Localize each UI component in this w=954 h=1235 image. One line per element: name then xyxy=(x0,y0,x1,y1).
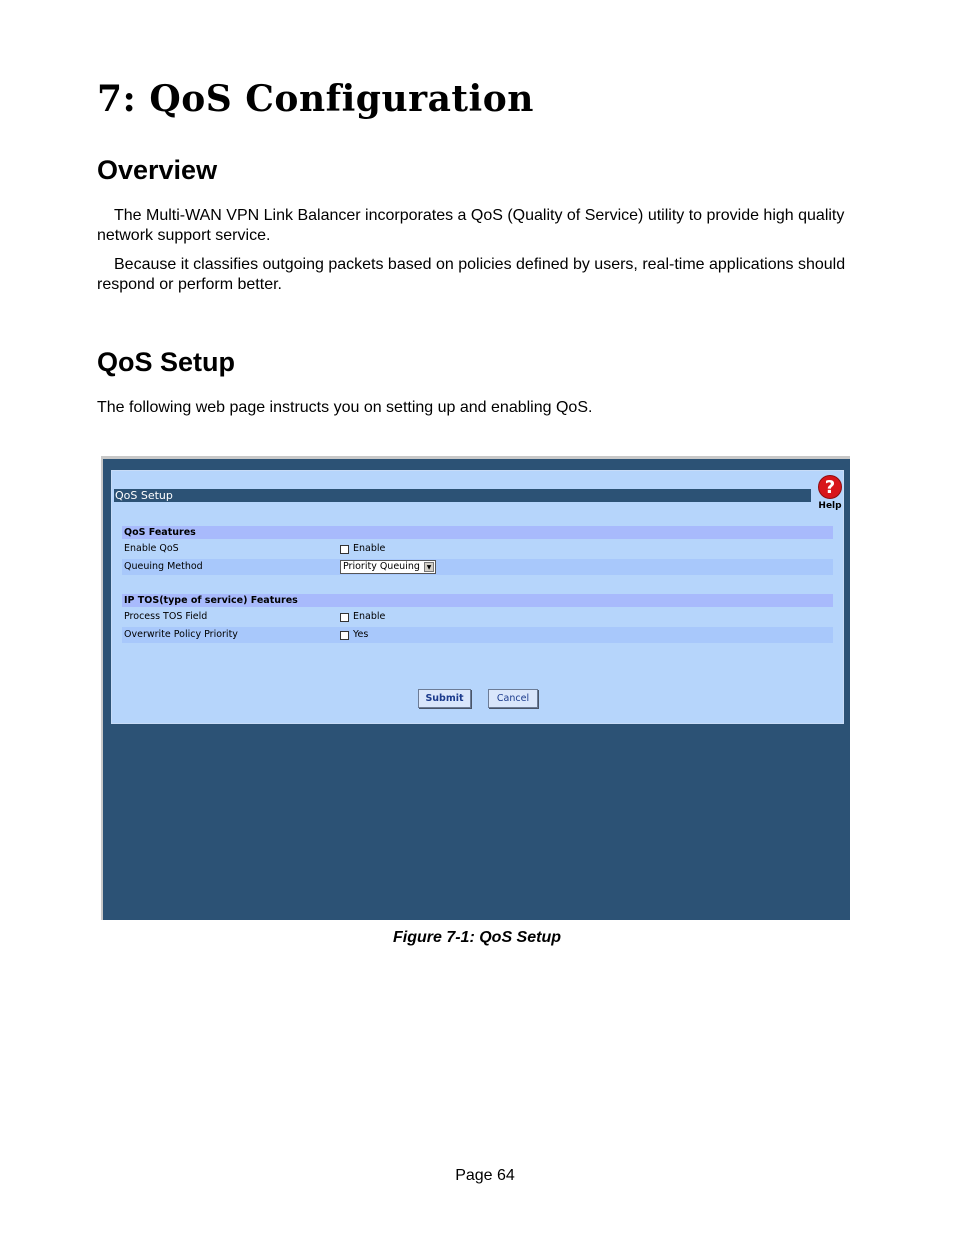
row-enable-qos xyxy=(122,541,833,557)
panel-title: QoS Setup xyxy=(114,489,811,502)
page-number: Page 64 xyxy=(455,1167,515,1184)
queuing-method-label: Queuing Method xyxy=(124,561,203,572)
help-button[interactable] xyxy=(815,475,845,515)
qos-setup-heading: QoS Setup xyxy=(97,347,236,377)
enable-qos-checkbox[interactable] xyxy=(340,545,349,554)
qos-setup-screenshot xyxy=(101,456,850,920)
qos-setup-panel xyxy=(111,470,844,724)
overview-heading: Overview xyxy=(97,155,218,185)
section-ip-tos-features: IP TOS(type of service) Features xyxy=(122,594,833,607)
overview-paragraph-1: The Multi-WAN VPN Link Balancer incorporates a QoS (Quality of Service) utility to provide high quality network support service. xyxy=(97,207,845,244)
row-overwrite-policy-priority xyxy=(122,627,833,643)
section-qos-features: QoS Features xyxy=(122,526,833,539)
enable-qos-label: Enable QoS xyxy=(124,543,179,554)
row-process-tos-field xyxy=(122,609,833,625)
help-label: Help xyxy=(818,501,842,511)
row-queuing-method xyxy=(122,559,833,575)
page-title: 7: QoS Configuration xyxy=(97,78,534,120)
overwrite-policy-priority-label: Overwrite Policy Priority xyxy=(124,629,238,640)
chevron-down-icon[interactable]: ▼ xyxy=(424,562,434,572)
process-tos-field-checkbox-label: Enable xyxy=(353,611,386,622)
queuing-method-value: Priority Queuing xyxy=(343,561,420,572)
process-tos-field-label: Process TOS Field xyxy=(124,611,208,622)
help-icon: ? xyxy=(818,475,842,499)
overwrite-policy-priority-checkbox-label: Yes xyxy=(353,629,369,640)
overwrite-policy-priority-checkbox[interactable] xyxy=(340,631,349,640)
overview-paragraph-2: Because it classifies outgoing packets based on policies defined by users, real-time applications should respond or perform better. xyxy=(97,256,846,293)
figure-caption: Figure 7-1: QoS Setup xyxy=(392,929,561,946)
submit-button[interactable]: Submit xyxy=(418,689,471,708)
process-tos-field-checkbox[interactable] xyxy=(340,613,349,622)
enable-qos-checkbox-label: Enable xyxy=(353,543,386,554)
qos-setup-intro: The following web page instructs you on setting up and enabling QoS. xyxy=(97,399,593,416)
cancel-button[interactable]: Cancel xyxy=(488,689,538,708)
queuing-method-select[interactable] xyxy=(340,560,436,574)
